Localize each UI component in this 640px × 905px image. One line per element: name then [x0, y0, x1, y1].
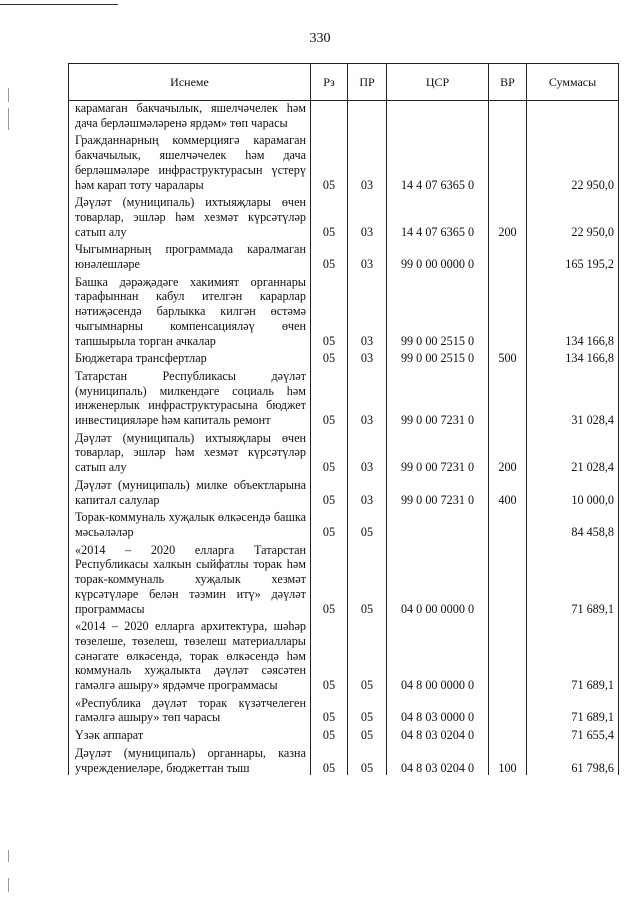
cell-rz: 05	[311, 366, 348, 428]
cell-rz: 05	[311, 348, 348, 366]
cell-name: Гражданнарның коммерциягә карамаган бакчачылык, яшелчәчелек һәм дача берләшмәләре инфраструктурасын үстерү һәм карап тоту чаралары	[69, 130, 311, 192]
cell-name: Чыгымнарның программада каралмаган юнәлешләре	[69, 239, 311, 271]
table-row	[69, 693, 619, 725]
cell-vr: 400	[489, 475, 527, 507]
top-rule	[0, 4, 118, 5]
page-number: 330	[309, 31, 331, 46]
cell-rz: 05	[311, 743, 348, 775]
cell-pr: 03	[348, 272, 387, 349]
cell-rz	[311, 101, 348, 131]
cell-csr: 99 0 00 2515 0	[387, 272, 489, 349]
cell-sum	[527, 101, 619, 131]
cell-sum: 71 689,1	[527, 693, 619, 725]
cell-name: карамаган бакчачылык, яшелчәчелек һәм дача берләшмәләренә ярдәм» төп чарасы	[69, 101, 311, 131]
table-header-row	[69, 64, 619, 101]
cell-name: «2014 – 2020 елларга Татарстан Республикасы халкын сыйфатлы торак һәм торак-коммуналь хуҗалык хезмәт күрсәтүләре белән тәэмин итү» дәүләт программасы	[69, 540, 311, 617]
header-rz: Рз	[311, 64, 348, 101]
cell-csr	[387, 507, 489, 539]
cell-vr	[489, 540, 527, 617]
cell-vr: 200	[489, 192, 527, 239]
cell-vr: 100	[489, 743, 527, 775]
cell-pr: 05	[348, 725, 387, 743]
cell-name: Бюджетара трансфертлар	[69, 348, 311, 366]
cell-csr: 99 0 00 7231 0	[387, 428, 489, 475]
margin-mark	[8, 878, 9, 892]
table-row	[69, 348, 619, 366]
margin-mark	[8, 850, 9, 862]
margin-mark	[8, 108, 9, 130]
cell-vr: 500	[489, 348, 527, 366]
cell-pr: 03	[348, 366, 387, 428]
cell-sum: 71 689,1	[527, 540, 619, 617]
table-row	[69, 540, 619, 617]
table-row	[69, 743, 619, 775]
cell-csr: 99 0 00 7231 0	[387, 366, 489, 428]
table-row	[69, 725, 619, 743]
cell-csr: 99 0 00 7231 0	[387, 475, 489, 507]
cell-sum: 10 000,0	[527, 475, 619, 507]
header-csr: ЦСР	[387, 64, 489, 101]
table-row	[69, 475, 619, 507]
cell-name: Башка дәрәҗәдәге хакимият органнары тарафыннан кабул ителгән карарлар нәтиҗәсендә барлыкка килгән өстәмә чыгымнарны компенсацияләү өчен тапшырыла торган ачкалар	[69, 272, 311, 349]
cell-vr	[489, 616, 527, 693]
header-name: Иснеме	[69, 64, 311, 101]
cell-csr: 04 8 03 0204 0	[387, 743, 489, 775]
header-vr: ВР	[489, 64, 527, 101]
cell-sum: 21 028,4	[527, 428, 619, 475]
cell-csr: 04 0 00 0000 0	[387, 540, 489, 617]
table-row	[69, 428, 619, 475]
cell-pr: 05	[348, 743, 387, 775]
cell-sum: 31 028,4	[527, 366, 619, 428]
cell-name: «Республика дәүләт торак күзәтчелеген гамәлгә ашыру» төп чарасы	[69, 693, 311, 725]
cell-pr: 03	[348, 428, 387, 475]
table-row	[69, 239, 619, 271]
cell-sum: 71 655,4	[527, 725, 619, 743]
table-row	[69, 507, 619, 539]
cell-pr: 03	[348, 192, 387, 239]
cell-sum: 22 950,0	[527, 192, 619, 239]
cell-pr: 05	[348, 616, 387, 693]
cell-name: Татарстан Республикасы дәүләт (муниципаль) милкендәге социаль һәм инженерлык инфраструктурасына бюджет инвестицияләре һәм капиталь ремонт	[69, 366, 311, 428]
cell-csr: 14 4 07 6365 0	[387, 130, 489, 192]
cell-vr	[489, 130, 527, 192]
cell-sum: 165 195,2	[527, 239, 619, 271]
cell-name: Дәүләт (муниципаль) милке объектларына капитал салулар	[69, 475, 311, 507]
cell-sum: 61 798,6	[527, 743, 619, 775]
cell-vr	[489, 725, 527, 743]
cell-csr: 04 8 03 0000 0	[387, 693, 489, 725]
cell-rz: 05	[311, 725, 348, 743]
cell-name: Торак-коммуналь хуҗалык өлкәсендә башка мәсьәләләр	[69, 507, 311, 539]
cell-vr	[489, 366, 527, 428]
cell-vr	[489, 101, 527, 131]
margin-mark	[8, 88, 9, 102]
header-pr: ПР	[348, 64, 387, 101]
cell-sum: 134 166,8	[527, 272, 619, 349]
cell-vr	[489, 272, 527, 349]
cell-rz: 05	[311, 428, 348, 475]
cell-sum: 71 689,1	[527, 616, 619, 693]
cell-rz: 05	[311, 192, 348, 239]
cell-pr: 05	[348, 693, 387, 725]
cell-vr	[489, 239, 527, 271]
cell-rz: 05	[311, 475, 348, 507]
cell-pr: 03	[348, 239, 387, 271]
cell-pr: 03	[348, 130, 387, 192]
table-row	[69, 616, 619, 693]
cell-name: Дәүләт (муниципаль) ихтыяҗлары өчен товарлар, эшләр һәм хезмәт күрсәтүләр сатып алу	[69, 428, 311, 475]
table-row	[69, 366, 619, 428]
cell-csr	[387, 101, 489, 131]
header-sum: Суммасы	[527, 64, 619, 101]
cell-rz: 05	[311, 272, 348, 349]
cell-rz: 05	[311, 693, 348, 725]
cell-pr: 05	[348, 507, 387, 539]
cell-csr: 99 0 00 0000 0	[387, 239, 489, 271]
cell-rz: 05	[311, 130, 348, 192]
cell-csr: 14 4 07 6365 0	[387, 192, 489, 239]
table-body	[69, 101, 619, 776]
budget-table	[68, 63, 619, 775]
cell-csr: 04 8 03 0204 0	[387, 725, 489, 743]
cell-pr: 03	[348, 348, 387, 366]
table-row	[69, 130, 619, 192]
cell-csr: 99 0 00 2515 0	[387, 348, 489, 366]
table-row	[69, 101, 619, 131]
cell-vr: 200	[489, 428, 527, 475]
cell-csr: 04 8 00 0000 0	[387, 616, 489, 693]
cell-name: Дәүләт (муниципаль) органнары, казна учреждениеләре, бюджеттан тыш	[69, 743, 311, 775]
cell-vr	[489, 693, 527, 725]
cell-sum: 134 166,8	[527, 348, 619, 366]
cell-vr	[489, 507, 527, 539]
cell-sum: 22 950,0	[527, 130, 619, 192]
cell-rz: 05	[311, 616, 348, 693]
cell-pr: 05	[348, 540, 387, 617]
cell-rz: 05	[311, 540, 348, 617]
cell-pr: 03	[348, 475, 387, 507]
cell-pr	[348, 101, 387, 131]
cell-name: Үзәк аппарат	[69, 725, 311, 743]
cell-name: Дәүләт (муниципаль) ихтыяҗлары өчен товарлар, эшләр һәм хезмәт күрсәтүләр сатып алу	[69, 192, 311, 239]
table-row	[69, 272, 619, 349]
table-row	[69, 192, 619, 239]
cell-rz: 05	[311, 239, 348, 271]
cell-name: «2014 – 2020 елларга архитектура, шәһәр төзелеше, төзелеш, төзелеш материаллары сәнәгате өлкәсендә, торак өлкәсендә һәм коммуналь хуҗалыкта дәүләт сәясәтен гамәлгә ашыру» ярдәмче программасы	[69, 616, 311, 693]
cell-sum: 84 458,8	[527, 507, 619, 539]
cell-rz: 05	[311, 507, 348, 539]
